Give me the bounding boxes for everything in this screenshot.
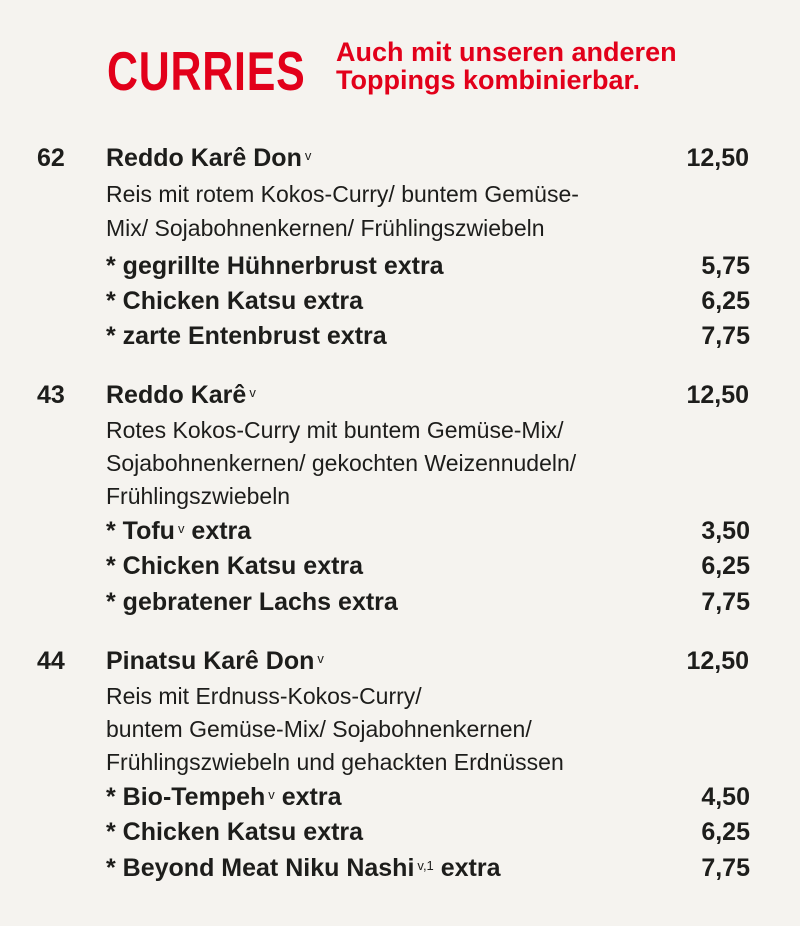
topping-name: * zarte Entenbrust [106, 322, 320, 350]
topping-marker: v [177, 521, 185, 536]
dish-number: 62 [37, 144, 65, 172]
topping-name: * gebratener Lachs [106, 588, 332, 616]
dish-name-text: Reddo Karê Don [106, 144, 302, 172]
topping-marker: v,1 [417, 858, 434, 873]
topping-option [106, 551, 750, 585]
dish-name-text: Pinatsu Karê Don [106, 647, 315, 675]
topping-option [106, 817, 750, 851]
section-note-line2: Toppings kombinierbar. [336, 65, 641, 95]
description-line: Reis mit Erdnuss-Kokos-Curry/ [106, 683, 422, 709]
topping-name: * Beyond Meat Niku Nashi [106, 854, 415, 882]
dish-price: 12,50 [686, 381, 749, 409]
topping-name: * Chicken Katsu [106, 287, 297, 315]
topping-suffix: extra [376, 252, 444, 280]
topping-label [106, 782, 341, 812]
dish-description [106, 680, 746, 779]
dish-marker: v [304, 148, 312, 163]
topping-suffix: extra [433, 854, 501, 882]
topping-price: 4,50 [701, 783, 750, 811]
topping-price: 7,75 [701, 588, 750, 616]
topping-option [106, 853, 750, 887]
section-note-line1: Auch mit unseren anderen [336, 37, 677, 67]
dish-description [106, 414, 746, 513]
topping-suffix: extra [296, 287, 364, 315]
dish-number: 44 [37, 647, 65, 675]
topping-price: 3,50 [701, 517, 750, 545]
topping-suffix: extra [274, 783, 342, 811]
dish-marker: v [317, 651, 324, 666]
topping-label [106, 587, 398, 617]
topping-name: * Bio-Tempeh [106, 783, 266, 811]
topping-label [106, 251, 444, 281]
topping-option [106, 251, 750, 285]
section-note [336, 38, 677, 94]
dish-name [106, 143, 311, 173]
menu-header [0, 0, 800, 110]
topping-label [106, 853, 501, 883]
topping-name: * Tofu [106, 517, 175, 545]
description-line: buntem Gemüse-Mix/ Sojabohnenkernen/ [106, 716, 532, 742]
description-line: Rotes Kokos-Curry mit buntem Gemüse-Mix/ [106, 417, 564, 443]
topping-name: * Chicken Katsu [106, 818, 297, 846]
dish-price: 12,50 [686, 647, 749, 675]
dish-price: 12,50 [686, 144, 749, 172]
description-line: Sojabohnenkernen/ gekochten Weizennudeln/ [106, 450, 577, 476]
dish-number: 43 [37, 381, 65, 409]
topping-option [106, 587, 750, 621]
topping-label [106, 551, 363, 581]
topping-price: 6,25 [701, 552, 750, 580]
dish-name [106, 646, 324, 676]
description-line: Reis mit rotem Kokos-Curry/ buntem Gemüse- [106, 181, 579, 207]
topping-option [106, 782, 750, 816]
topping-suffix: extra [296, 818, 364, 846]
topping-suffix: extra [319, 322, 387, 350]
topping-label [106, 286, 363, 316]
dish-name [106, 380, 256, 410]
topping-name: * gegrillte Hühnerbrust [106, 252, 377, 280]
topping-price: 7,75 [701, 854, 750, 882]
topping-label [106, 516, 251, 546]
section-title: CURRIES [107, 40, 306, 102]
topping-option [106, 286, 750, 320]
topping-label [106, 321, 387, 351]
dish-description [106, 177, 746, 245]
dish-marker: v [249, 385, 256, 400]
topping-price: 6,25 [701, 287, 750, 315]
topping-price: 6,25 [701, 818, 750, 846]
topping-suffix: extra [296, 552, 364, 580]
dish-name-text: Reddo Karê [106, 381, 247, 409]
topping-suffix: extra [331, 588, 398, 616]
description-line: Mix/ Sojabohnenkernen/ Frühlingszwiebeln [106, 215, 545, 241]
description-line: Frühlingszwiebeln [106, 483, 291, 509]
topping-price: 5,75 [701, 252, 750, 280]
topping-option [106, 321, 750, 355]
topping-marker: v [268, 787, 275, 802]
topping-option [106, 516, 750, 550]
topping-suffix: extra [184, 517, 252, 545]
topping-price: 7,75 [701, 322, 750, 350]
topping-name: * Chicken Katsu [106, 552, 297, 580]
topping-label [106, 817, 363, 847]
description-line: Frühlingszwiebeln und gehackten Erdnüssen [106, 749, 564, 775]
